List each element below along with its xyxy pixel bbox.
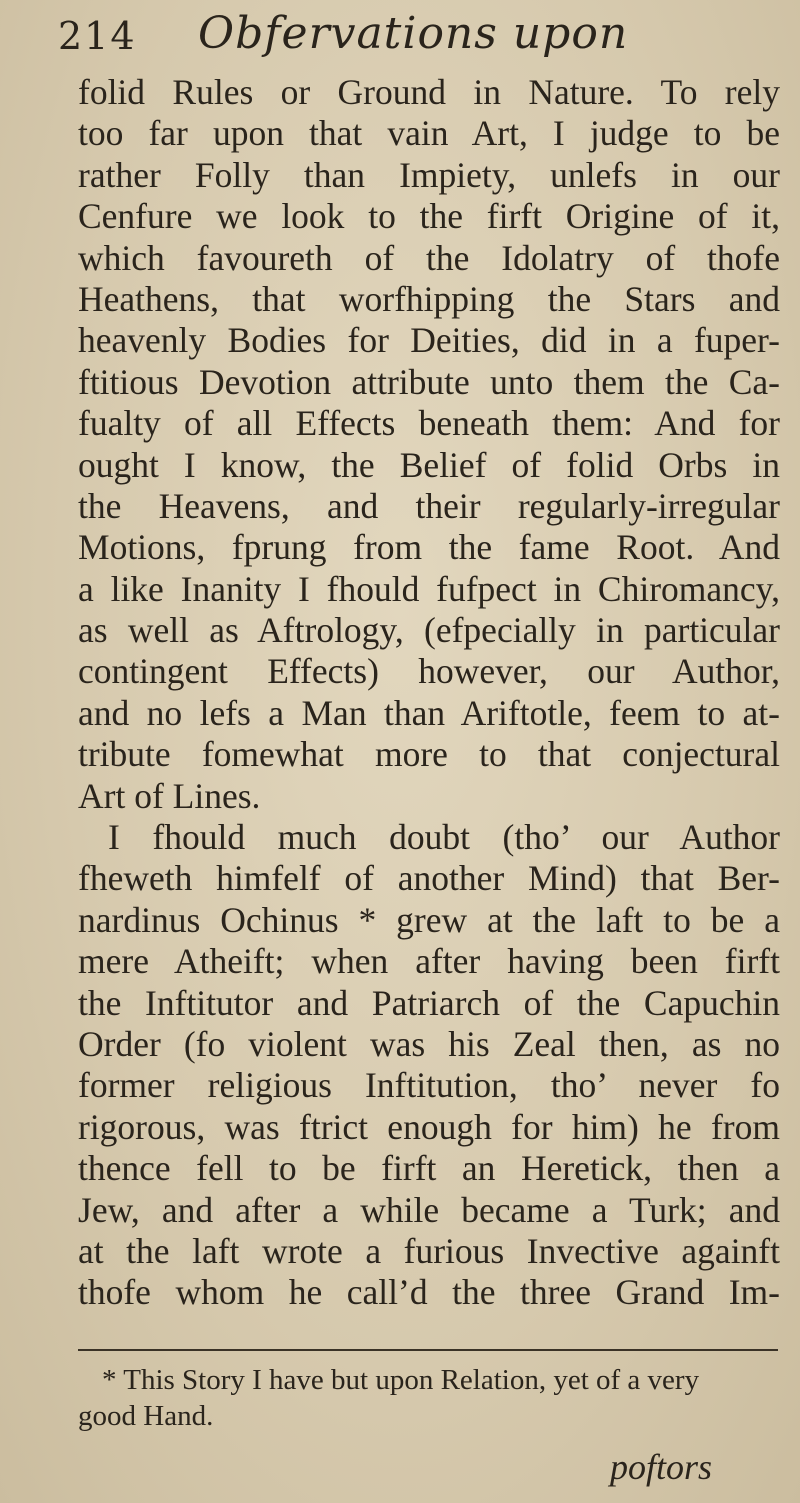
text-line: ought I know, the Belief of folid Orbs in xyxy=(78,444,780,485)
text-line: thofe whom he call’d the three Grand Im- xyxy=(78,1272,780,1313)
footnote-rule xyxy=(78,1349,778,1351)
text-line: thence fell to be firft an Heretick, then a xyxy=(78,1148,780,1189)
text-line: Order (fo violent was his Zeal then, as no xyxy=(78,1023,780,1064)
text-line: folid Rules or Ground in Nature. To rely xyxy=(78,72,780,112)
text-line: Jew, and after a while became a Turk; and xyxy=(78,1189,780,1230)
text-line: contingent Effects) however, our Author, xyxy=(78,651,780,692)
text-line: tribute fomewhat more to that conjectural xyxy=(78,734,780,775)
text-line: ftitious Devotion attribute unto them the Ca- xyxy=(78,361,780,402)
text-line: rather Folly than Impiety, unlefs in our xyxy=(78,154,780,195)
text-line: Heathens, that worfhipping the Stars and xyxy=(78,278,780,319)
footnote-line: good Hand. xyxy=(78,1400,214,1432)
text-line: rigorous, was ftrict enough for him) he from xyxy=(78,1106,780,1147)
text-line: which favoureth of the Idolatry of thofe xyxy=(78,237,780,278)
text-line: heavenly Bodies for Deities, did in a fuper- xyxy=(78,320,780,361)
body-text xyxy=(78,72,780,1314)
text-line: nardinus Ochinus * grew at the laft to be a xyxy=(78,899,780,940)
text-line: I fhould much doubt (tho’ our Author xyxy=(108,817,780,858)
running-title: Obfervations upon xyxy=(198,8,629,59)
page-header xyxy=(58,8,758,74)
text-line: and no lefs a Man than Ariftotle, feem to at- xyxy=(78,692,780,733)
text-line: at the laft wrote a furious Invective againft xyxy=(78,1230,780,1271)
text-line: the Heavens, and their regularly-irregular xyxy=(78,485,780,526)
text-line: the Inftitutor and Patriarch of the Capuchin xyxy=(78,982,780,1023)
text-line: Motions, fprung from the fame Root. And xyxy=(78,527,780,568)
page-number: 214 xyxy=(58,14,137,58)
text-line: former religious Inftitution, tho’ never fo xyxy=(78,1065,780,1106)
text-line: Cenfure we look to the firft Origine of it, xyxy=(78,196,780,237)
text-line: Art of Lines. xyxy=(78,775,261,816)
text-line: mere Atheift; when after having been firft xyxy=(78,941,780,982)
footnote xyxy=(78,1362,782,1434)
text-line: a like Inanity I fhould fufpect in Chiromancy, xyxy=(78,568,780,609)
catchword: poftors xyxy=(610,1447,713,1487)
text-line: too far upon that vain Art, I judge to be xyxy=(78,113,780,154)
footnote-line: * This Story I have but upon Relation, yet of a very xyxy=(102,1364,700,1396)
text-line: as well as Aftrology, (efpecially in particular xyxy=(78,610,780,651)
text-line: fheweth himfelf of another Mind) that Ber- xyxy=(78,858,780,899)
text-line: fualty of all Effects beneath them: And for xyxy=(78,403,780,444)
